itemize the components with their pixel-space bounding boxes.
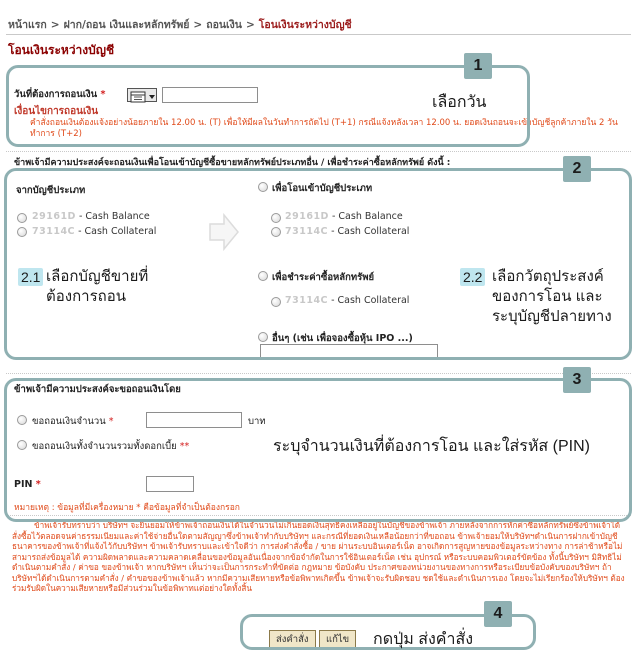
- section3-heading: ข้าพเจ้ามีความประสงค์จะขอถอนเงินโดย: [14, 384, 181, 395]
- divider: [6, 34, 631, 35]
- submit-button[interactable]: ส่งคำสั่ง: [269, 630, 316, 648]
- breadcrumb-current: โอนเงินระหว่างบัญชี: [258, 19, 352, 31]
- from-account-title: จากบัญชีประเภท: [16, 185, 86, 196]
- currency-label: บาท: [248, 416, 266, 427]
- breadcrumb-home[interactable]: หน้าแรก: [8, 19, 47, 31]
- edit-button[interactable]: แก้ไข: [319, 630, 356, 648]
- annotation-badge-2-2: 2.2: [460, 268, 485, 286]
- pay-account-label: 73114C - Cash Collateral: [285, 295, 410, 306]
- withdraw-amount-label: ขอถอนเงินจำนวน *: [32, 416, 114, 427]
- annotation-box-2: [4, 168, 632, 360]
- from-account-label: 73114C - Cash Collateral: [32, 226, 157, 237]
- breadcrumb-separator: >: [245, 19, 255, 31]
- required-remark: หมายเหตุ : ข้อมูลที่มีเครื่องหมาย * คือข้อมูลที่จำเป็นต้องกรอก: [14, 503, 240, 513]
- to-account-label: 29161D - Cash Balance: [285, 211, 403, 222]
- annotation-text-3: ระบุจำนวนเงินที่ต้องการโอน และใส่รหัส (PIN): [273, 438, 590, 455]
- annotation-text-1: เลือกวัน: [432, 94, 487, 111]
- annotation-badge-3: 3: [563, 367, 591, 393]
- annotation-badge-2-1: 2.1: [18, 268, 43, 286]
- other-purpose-title: อื่นๆ (เช่น เพื่อจองซื้อหุ้น IPO ...): [272, 333, 413, 344]
- pay-securities-title: เพื่อชำระค่าซื้อหลักทรัพย์: [272, 272, 375, 283]
- divider: [6, 151, 631, 152]
- section2-heading: ข้าพเจ้ามีความประสงค์จะถอนเงินเพื่อโอนเข้าบัญชีซื้อขายหลักทรัพย์ประเภทอื่น / เพื่อชำระค่าซื้อหลักทรัพย์ ดังนี้ :: [14, 158, 451, 168]
- withdraw-all-label: ขอถอนเงินทั้งจำนวนรวมทั้งดอกเบี้ย **: [32, 441, 190, 452]
- breadcrumb-separator: >: [193, 19, 203, 31]
- breadcrumb-separator: >: [50, 19, 60, 31]
- disclaimer-text: ข้าพเจ้ารับทราบว่า บริษัทฯ จะยินยอมให้ข้าพเจ้าถอนเงินได้ในจำนวนไม่เกินยอดเงินสุทธิคงเหลืออยู่ในบัญชีของข้าพเจ้า ภายหลังจากการหักค่าซื้อหลักทรัพย์ซึ่งข้าพเจ้าได้สั่งซื้อไว้ตลอดจนค่าธรรมเนียมและค่าใช้จ่ายอื่นใดตามสัญญาซึ่งข้าพเจ้าทำกับบริษัทฯ และกรณีที่ยอดเงินเหลือน้อยกว่าที่ขอถอน ข้าพเจ้ายอมให้บริษัทฯดำเนินการฝากเข้าบัญชีธนาคารของข้าพเจ้าที่แจ้งไว้กับบริษัทฯ ข้าพเจ้ารับทราบและเข้าใจดีว่า การส่งคำสั่งซื้อ / ขาย ผ่านระบบอินเตอร์เน็ต อาจเกิดการสูญหายของข้อมูลระหว่างทาง การล่าช้าหรือไม่สามารถส่งข้อมูลได้ ความผิดพลาดและความคลาดเคลื่อนของข้อมูลอันเนื่องจากข้อจำกัดในการใช้อินเตอร์เน็ต เช่น อุปกรณ์ หรือระบบคอมพิวเตอร์ขัดข้อง ทั้งนี้บริษัทฯ มิสิทธิไม่ดำเนินตามคำสั่ง / ค่าขอ ของข้าพเจ้า หากบริษัทฯ เห็นว่าจะเป็นการกระทำที่ขัดต่อ กฎหมาย ข้อบังคับ ประกาศของหน่วยงานของทางการหรือระเบียบข้อบังคับของบริษัทฯ ถ้าบริษัทฯได้ดำเนินการตามคำสั่ง / คำขอของข้าพเจ้าแล้ว หากมีความเสียหายหรือข้อพิพาทเกิดขึ้น ข้าพเจ้าจะรับผิดชอบ ชดใช้และดำเนินการเอง โดยจะไม่เรียกร้องให้บริษัทฯ ต้องร่วมรับผิดในความเสียหายหรือมีส่วนร่วมในข้อพิพาทแต่อย่างใดทั้งสิ้น: [12, 520, 625, 593]
- from-account-label: 29161D - Cash Balance: [32, 211, 150, 222]
- page-title: โอนเงินระหว่างบัญชี: [8, 43, 115, 57]
- conditions-title: เงื่อนไขการถอนเงิน: [14, 106, 99, 117]
- annotation-text-2-1: เลือกบัญชีขายที่ต้องการถอน: [46, 268, 149, 305]
- breadcrumb-withdraw[interactable]: ถอนเงิน: [206, 19, 242, 31]
- annotation-text-4: กดปุ่ม ส่งคำสั่ง: [373, 631, 474, 648]
- annotation-badge-2: 2: [563, 156, 591, 182]
- conditions-text: คำสั่งถอนเงินต้องแจ้งอย่างน้อยภายใน 12.00 น. (T) เพื่อให้มีผลในวันทำการถัดไป (T+1) กรณีแจ้งหลังเวลา 12.00 น. ยอดเงินถอนจะเข้าบัญชีลูกค้าภายใน 2 วันทำการ (T+2): [30, 118, 618, 139]
- to-account-label: 73114C - Cash Collateral: [285, 226, 410, 237]
- breadcrumb: [8, 16, 352, 33]
- pin-label: PIN *: [14, 479, 41, 490]
- annotation-badge-4: 4: [484, 601, 512, 627]
- annotation-badge-1: 1: [464, 53, 492, 79]
- annotation-text-2-2: เลือกวัตถุประสงค์ของการโอน และระบุบัญชีปลายทาง: [492, 268, 612, 325]
- breadcrumb-deposit-withdraw[interactable]: ฝาก/ถอน เงินและหลักทรัพย์: [63, 19, 190, 31]
- divider: [6, 373, 631, 374]
- transfer-to-account-title: เพื่อโอนเข้าบัญชีประเภท: [272, 183, 373, 194]
- withdraw-date-label: วันที่ต้องการถอนเงิน *: [14, 89, 106, 100]
